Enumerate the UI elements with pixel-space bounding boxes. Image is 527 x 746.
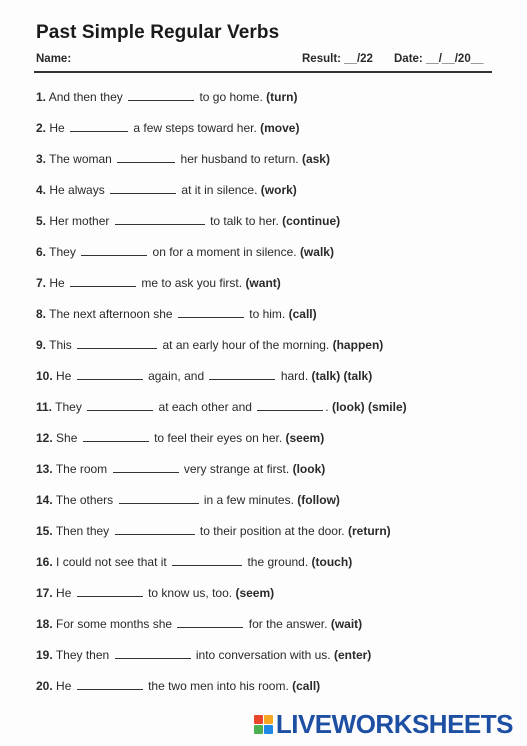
question-text: to their position at the door. [199, 524, 345, 538]
question-item [36, 677, 496, 708]
question-item [36, 181, 496, 212]
question-number: 9. [36, 338, 47, 352]
question-number: 11. [36, 400, 53, 414]
verb-hint: (wait) [330, 617, 363, 631]
verb-hint: (happen) [332, 338, 384, 352]
verb-hint: (talk) (talk) [311, 369, 373, 383]
answer-blank[interactable] [77, 336, 157, 349]
question-item [36, 398, 496, 429]
answer-blank[interactable] [87, 398, 153, 411]
question-text: Her mother [49, 214, 110, 228]
question-text: the ground. [247, 555, 309, 569]
question-number: 17. [36, 586, 53, 600]
header-meta [36, 53, 491, 67]
question-number: 1. [36, 90, 47, 104]
question-text: the two men into his room. [148, 679, 289, 693]
verb-hint: (move) [260, 121, 300, 135]
question-text: to him. [249, 307, 286, 321]
question-number: 8. [36, 307, 47, 321]
question-text: They then [55, 648, 110, 662]
question-item [36, 553, 496, 584]
question-text: He [56, 369, 72, 383]
answer-blank[interactable] [119, 491, 199, 504]
answer-blank[interactable] [70, 274, 136, 287]
verb-hint: (want) [245, 276, 281, 290]
question-number: 3. [36, 152, 47, 166]
question-text: The others [55, 493, 114, 507]
question-text: a few steps toward her. [133, 121, 257, 135]
logo-block [254, 715, 263, 724]
verb-hint: (seem) [235, 586, 275, 600]
question-text: on for a moment in silence. [152, 245, 297, 259]
question-text: He always [49, 183, 105, 197]
logo-block [264, 715, 273, 724]
question-text: to feel their eyes on her. [154, 431, 283, 445]
verb-hint: (look) [292, 462, 326, 476]
question-item [36, 584, 496, 615]
question-text: to know us, too. [148, 586, 233, 600]
answer-blank[interactable] [113, 460, 179, 473]
question-text: to go home. [199, 90, 263, 104]
question-text: at each other and [158, 400, 252, 414]
question-item [36, 460, 496, 491]
date-label: Date: __/__/20__ [394, 53, 484, 65]
verb-hint: (enter) [333, 648, 372, 662]
question-text: They [55, 400, 82, 414]
verb-hint: (seem) [285, 431, 325, 445]
question-number: 18. [36, 617, 53, 631]
answer-blank[interactable] [110, 181, 176, 194]
question-number: 20. [36, 679, 53, 693]
header-divider [34, 71, 492, 73]
question-text: Then they [55, 524, 110, 538]
question-number: 2. [36, 121, 47, 135]
question-item [36, 615, 496, 646]
question-text: The next afternoon she [49, 307, 173, 321]
verb-hint: (touch) [311, 555, 353, 569]
question-number: 19. [36, 648, 53, 662]
answer-blank[interactable] [178, 305, 244, 318]
logo-block [254, 725, 263, 734]
question-list [36, 88, 496, 708]
question-text: I could not see that it [56, 555, 167, 569]
question-item [36, 491, 496, 522]
verb-hint: (ask) [301, 152, 330, 166]
verb-hint: (call) [288, 307, 317, 321]
question-number: 10. [36, 369, 53, 383]
verb-hint: (call) [292, 679, 321, 693]
logo-block [264, 725, 273, 734]
question-text: This [49, 338, 72, 352]
result-label: Result: __/22 [302, 53, 373, 65]
question-item [36, 243, 496, 274]
question-text: She [56, 431, 78, 445]
answer-blank[interactable] [83, 429, 149, 442]
question-text: The woman [49, 152, 112, 166]
question-number: 7. [36, 276, 47, 290]
answer-blank[interactable] [257, 398, 323, 411]
question-text: The room [55, 462, 108, 476]
answer-blank[interactable] [172, 553, 242, 566]
answer-blank[interactable] [81, 243, 147, 256]
page-title: Past Simple Regular Verbs [36, 22, 280, 43]
question-item [36, 336, 496, 367]
verb-hint: (follow) [297, 493, 340, 507]
answer-blank[interactable] [209, 367, 275, 380]
question-number: 16. [36, 555, 53, 569]
verb-hint: (walk) [299, 245, 334, 259]
verb-hint: (turn) [266, 90, 298, 104]
liveworksheets-logo [254, 710, 513, 738]
question-text: in a few minutes. [203, 493, 294, 507]
question-number: 6. [36, 245, 47, 259]
question-number: 14. [36, 493, 53, 507]
answer-blank[interactable] [115, 646, 191, 659]
answer-blank[interactable] [77, 584, 143, 597]
brand-text: LIVEWORKSHEETS [275, 708, 513, 739]
verb-hint: (work) [260, 183, 297, 197]
answer-blank[interactable] [117, 150, 175, 163]
question-item [36, 119, 496, 150]
question-text: And then they [48, 90, 123, 104]
answer-blank[interactable] [128, 88, 194, 101]
answer-blank[interactable] [177, 615, 243, 628]
answer-blank[interactable] [70, 119, 128, 132]
question-item [36, 88, 496, 119]
answer-blank[interactable] [77, 677, 143, 690]
question-item [36, 305, 496, 336]
question-number: 13. [36, 462, 53, 476]
answer-blank[interactable] [77, 367, 143, 380]
question-item [36, 646, 496, 677]
question-text: For some months she [56, 617, 173, 631]
question-item [36, 429, 496, 460]
verb-hint: (continue) [282, 214, 341, 228]
answer-blank[interactable] [115, 212, 205, 225]
question-number: 4. [36, 183, 47, 197]
question-text: to talk to her. [210, 214, 279, 228]
name-label: Name: [36, 53, 72, 65]
question-item [36, 274, 496, 305]
answer-blank[interactable] [115, 522, 195, 535]
question-number: 15. [36, 524, 53, 538]
verb-hint: (return) [347, 524, 391, 538]
logo-blocks-icon [254, 715, 273, 734]
question-text: me to ask you first. [141, 276, 243, 290]
question-text: He [56, 586, 72, 600]
question-text: for the answer. [248, 617, 328, 631]
question-number: 5. [36, 214, 47, 228]
question-text: He [56, 679, 72, 693]
question-text: at it in silence. [181, 183, 258, 197]
question-text: They [49, 245, 76, 259]
question-text: her husband to return. [180, 152, 299, 166]
question-text: hard. [280, 369, 309, 383]
question-text: . [325, 400, 329, 414]
question-text: He [49, 121, 65, 135]
question-text: He [49, 276, 65, 290]
question-text: very strange at first. [183, 462, 290, 476]
question-item [36, 150, 496, 181]
question-number: 12. [36, 431, 53, 445]
question-item [36, 522, 496, 553]
question-item [36, 367, 496, 398]
verb-hint: (look) (smile) [331, 400, 407, 414]
question-text: into conversation with us. [195, 648, 331, 662]
question-text: at an early hour of the morning. [162, 338, 330, 352]
question-item [36, 212, 496, 243]
question-text: again, and [148, 369, 205, 383]
